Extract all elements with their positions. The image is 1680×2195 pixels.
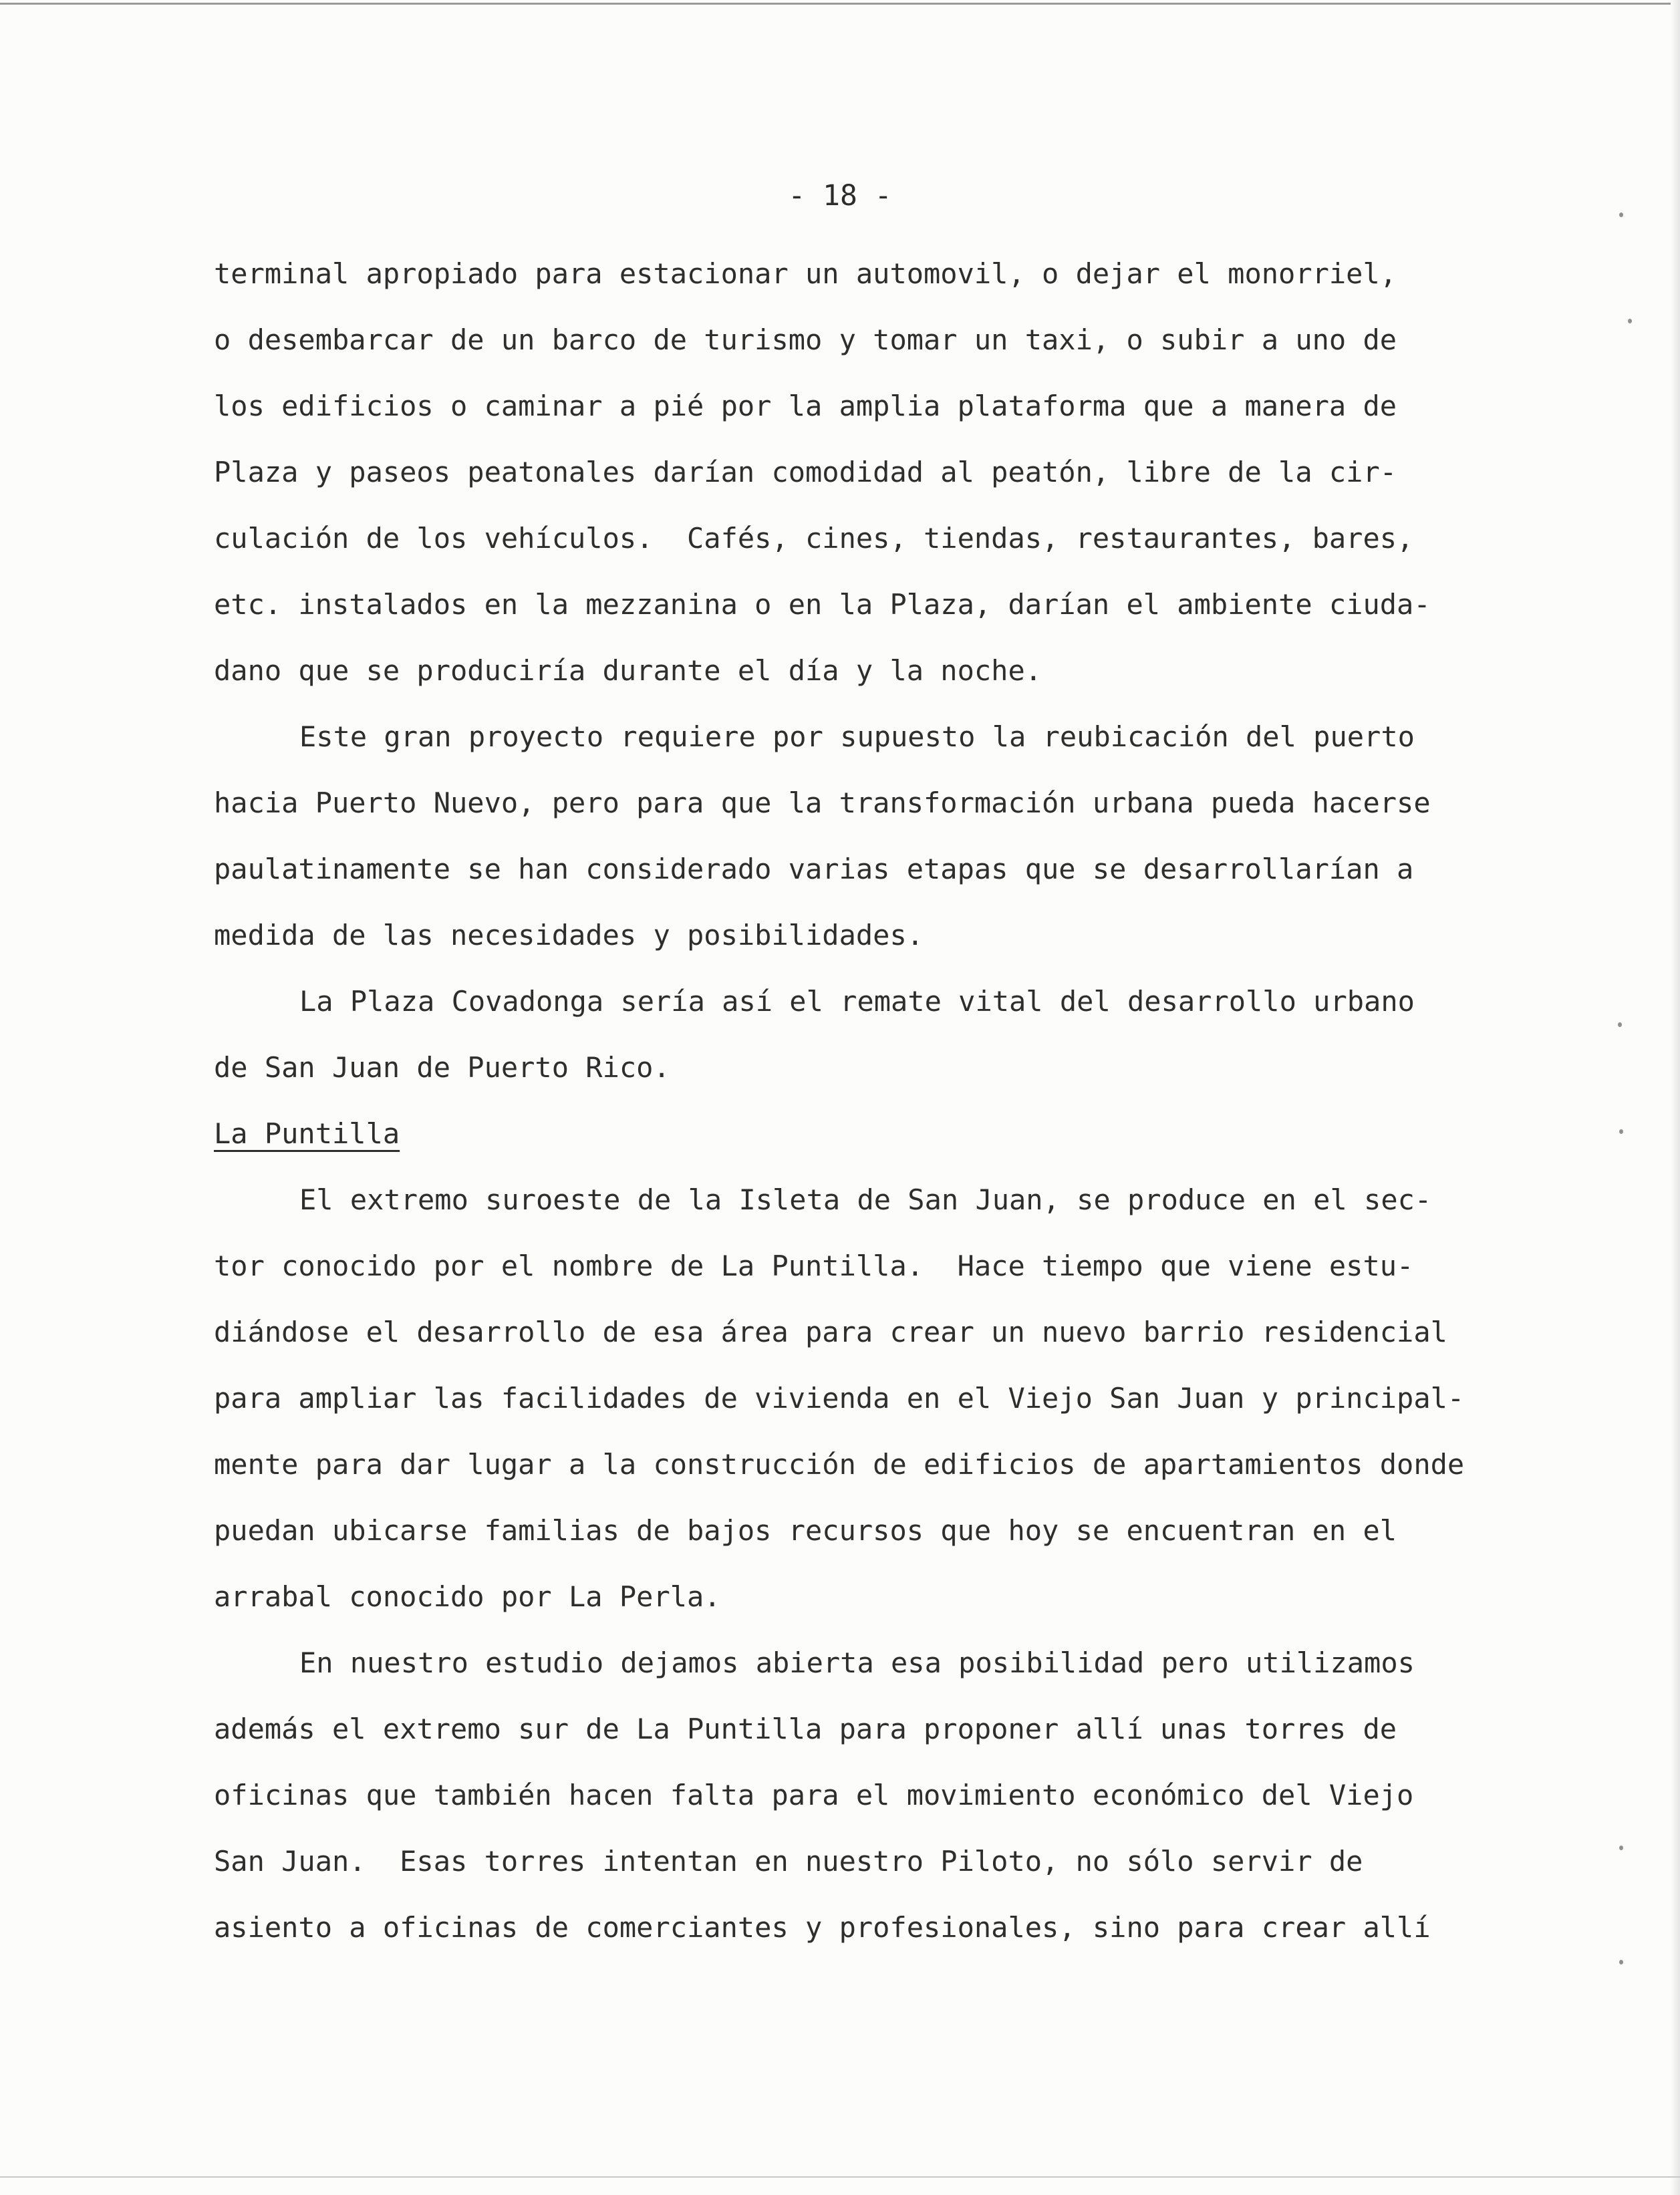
text-line: tor conocido por el nombre de La Puntilla. Hace tiempo que viene estu- (214, 1250, 1414, 1282)
text-line: diándose el desarrollo de esa área para crear un nuevo barrio residencial (214, 1316, 1447, 1348)
paper-speck (1619, 1129, 1623, 1134)
text-line: etc. instalados en la mezzanina o en la Plaza, darían el ambiente ciuda- (214, 588, 1431, 621)
paper-speck (1618, 1022, 1622, 1027)
text-line: mente para dar lugar a la construcción de edificios de apartamientos donde (214, 1448, 1465, 1481)
bottom-edge-rule (0, 2176, 1680, 2178)
page-number: - 18 - (788, 179, 892, 212)
text-line: culación de los vehículos. Cafés, cines, tiendas, restaurantes, bares, (214, 522, 1414, 555)
text-line: terminal apropiado para estacionar un automovil, o dejar el monorriel, (214, 257, 1397, 290)
top-edge-rule (0, 3, 1680, 5)
text-line: o desembarcar de un barco de turismo y tomar un taxi, o subir a uno de (214, 323, 1397, 356)
paragraph-start-line: El extremo suroeste de la Isleta de San Juan, se produce en el sec- (299, 1183, 1432, 1216)
right-edge-shadow (1671, 0, 1680, 2195)
paper-speck (1628, 319, 1632, 323)
text-line: hacia Puerto Nuevo, pero para que la transformación urbana pueda hacerse (214, 786, 1431, 819)
body-text (214, 241, 1465, 1960)
text-line: Plaza y paseos peatonales darían comodidad al peatón, libre de la cir- (214, 456, 1397, 488)
paper-speck (1619, 1960, 1623, 1964)
text-line: San Juan. Esas torres intentan en nuestro Piloto, no sólo servir de (214, 1845, 1363, 1878)
text-line: puedan ubicarse familias de bajos recursos que hoy se encuentran en el (214, 1514, 1397, 1547)
paper-speck (1619, 212, 1623, 217)
text-line: oficinas que también hacen falta para el movimiento económico del Viejo (214, 1779, 1414, 1811)
text-line: medida de las necesidades y posibilidades. (214, 919, 924, 952)
section-heading: La Puntilla (214, 1117, 400, 1150)
paragraph-start-line: En nuestro estudio dejamos abierta esa posibilidad pero utilizamos (299, 1646, 1415, 1679)
section-heading-row (214, 1101, 1457, 1167)
text-line: además el extremo sur de La Puntilla para proponer allí unas torres de (214, 1713, 1397, 1745)
paragraph-start-line: Este gran proyecto requiere por supuesto la reubicación del puerto (299, 720, 1415, 753)
text-line: los edificios o caminar a pié por la amplia plataforma que a manera de (214, 390, 1397, 422)
paragraph-start-line: La Plaza Covadonga sería así el remate vital del desarrollo urbano (299, 985, 1415, 1018)
text-line: asiento a oficinas de comerciantes y profesionales, sino para crear allí (214, 1911, 1431, 1944)
text-line: arrabal conocido por La Perla. (214, 1580, 721, 1613)
paper-speck (1619, 1846, 1623, 1850)
text-line: dano que se produciría durante el día y la noche. (214, 654, 1042, 687)
text-line: de San Juan de Puerto Rico. (214, 1051, 670, 1084)
text-line: para ampliar las facilidades de vivienda en el Viejo San Juan y principal- (214, 1382, 1465, 1415)
text-line: paulatinamente se han considerado varias etapas que se desarrollarían a (214, 853, 1414, 885)
